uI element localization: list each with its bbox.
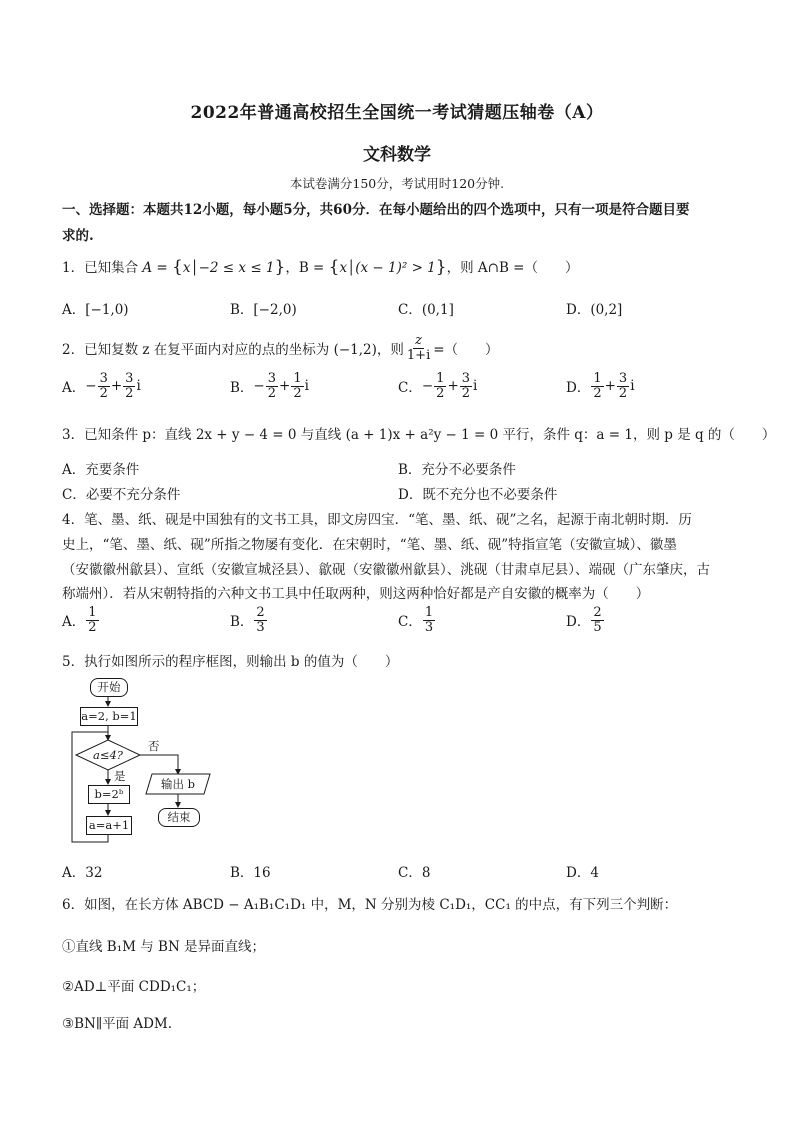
flow-yes-label: 是: [114, 769, 126, 783]
flowchart: [60, 672, 240, 852]
question-1: 1．已知集合 A = {x│−2 ≤ x ≤ 1}，B = {x│(x − 1)² > 1}，则 A∩B =（ ）: [62, 257, 579, 277]
flow-no-label: 否: [148, 739, 160, 753]
question-1-number: 1．: [62, 260, 85, 276]
exam-note: 本试卷满分150分，考试用时120分钟.: [289, 176, 505, 191]
q3-option-a: A．充要条件: [62, 462, 140, 478]
flow-output: 输出 b: [160, 777, 196, 791]
question-4-line4: 称端州）．若从宋朝特指的六种文书工具中任取两种，则这两种恰好都是产自安徽的概率为（ ）: [62, 586, 650, 602]
fraction: $\frac{1}{3}$: [424, 605, 434, 635]
q4-option-a: A． $\frac{1}{2}$: [62, 605, 97, 635]
fraction: $\frac{2}{3}$: [256, 605, 265, 635]
subject-title: 文科数学: [363, 145, 431, 165]
question-5: 5．执行如图所示的程序框图，则输出 b 的值为（ ）: [62, 654, 399, 670]
q5-option-c: C．8: [398, 865, 431, 881]
exam-title: 2022年普通高校招生全国统一考试猜题压轴卷（A）: [190, 103, 604, 123]
fraction: $\frac{2}{5}$: [593, 605, 602, 635]
q2-option-b: B． − $\frac{3}{2}$ + $\frac{1}{2}$ i: [230, 371, 309, 401]
flow-start: 开始: [90, 678, 128, 697]
q3-option-c: C．必要不充分条件: [62, 487, 181, 503]
q3-option-d: D．既不充分也不必要条件: [398, 487, 558, 503]
flow-init: a=2, b=1: [80, 707, 138, 726]
question-2-number: 2．: [62, 342, 85, 359]
q1-option-b: B．[−2,0): [230, 302, 297, 318]
set-a-symbol: A: [142, 260, 153, 276]
q6-statement-2: ②AD⊥平面 CDD₁C₁；: [62, 979, 206, 995]
q1-option-a: A．[−1,0): [62, 302, 129, 318]
q5-option-a: A．32: [62, 865, 103, 881]
fraction: $\frac{3}{2}$: [618, 371, 628, 401]
q1-option-d: D．(0,2]: [566, 302, 623, 318]
set-a-body: x│−2 ≤ x ≤ 1: [182, 260, 275, 276]
question-6: 6．如图，在长方体 ABCD − A₁B₁C₁D₁ 中，M，N 分别为棱 C₁D₁，CC₁ 的中点，有下列三个判断：: [62, 897, 678, 913]
question-2-text: 已知复数 z 在复平面内对应的点的坐标为 (−1,2)，则: [84, 342, 404, 359]
question-1-tail: ，则 A∩B =（ ）: [446, 260, 579, 276]
flow-increment: a=a+1: [86, 816, 132, 835]
fraction: $\frac{3}{2}$: [267, 371, 277, 401]
q1-option-c: C．(0,1]: [398, 302, 454, 318]
question-1-lead: 已知集合: [84, 260, 139, 276]
q2-option-c: C． − $\frac{1}{2}$ + $\frac{3}{2}$ i: [398, 371, 478, 401]
section-heading-line2: 求的.: [62, 228, 94, 244]
flow-condition: a≤4?: [93, 748, 123, 762]
fraction: $\frac{1}{2}$: [293, 371, 302, 401]
q4-option-d: D． $\frac{2}{5}$: [566, 605, 602, 635]
question-4-line1: 4．笔、墨、纸、砚是中国独有的文书工具，即文房四宝．“笔、墨、纸、砚”之名，起源于南北朝时期．历: [62, 512, 692, 528]
question-4-line3: （安徽徽州歙县）、宣纸（安徽宣城泾县）、歙砚（安徽徽州歙县）、洮砚（甘肃卓尼县）、端砚（广东肇庆，古: [62, 562, 710, 578]
flow-end: 结束: [158, 808, 200, 827]
set-b-body: x│(x − 1)² > 1: [339, 260, 436, 276]
q5-option-b: B．16: [230, 865, 271, 881]
set-b-lead: ，B =: [285, 260, 325, 276]
q4-option-c: C． $\frac{1}{3}$: [398, 605, 434, 635]
fraction: $\frac{1}{2}$: [88, 605, 97, 635]
q5-option-d: D．4: [566, 865, 599, 881]
fraction: $\frac{3}{2}$: [461, 371, 471, 401]
fraction: $\frac{3}{2}$: [125, 371, 134, 401]
fraction: $\frac{1}{2}$: [436, 371, 445, 401]
q6-statement-1: ①直线 B₁M 与 BN 是异面直线；: [62, 939, 266, 955]
section-heading-line1: 一、选择题：本题共12小题，每小题5分，共60分．在每小题给出的四个选项中，只有一项是符合题目要: [62, 202, 690, 218]
fraction: $\frac{1}{2}$: [593, 371, 602, 401]
question-4-line2: 史上，“笔、墨、纸、砚”所指之物屡有变化．在宋朝时，“笔、墨、纸、砚”特指宣笔（安徽宣城）、徽墨: [62, 537, 677, 553]
q3-option-b: B．充分不必要条件: [398, 462, 516, 478]
q6-statement-3: ③BN∥平面 ADM.: [62, 1016, 173, 1032]
question-3: 3．已知条件 p：直线 2x + y − 4 = 0 与直线 (a + 1)x + a²y − 1 = 0 平行，条件 q：a = 1，则 p 是 q 的（ ）: [62, 427, 776, 443]
question-2-tail: =（ ）: [433, 342, 499, 359]
q2-option-a: A． − $\frac{3}{2}$ + $\frac{3}{2}$ i: [62, 371, 141, 401]
question-2: [62, 334, 499, 362]
question-2-fraction: $\frac{z}{1+i}$: [406, 333, 431, 363]
flow-assign: b=2ᵇ: [88, 785, 130, 804]
q2-option-d: D． $\frac{1}{2}$ + $\frac{3}{2}$ i: [566, 371, 635, 401]
fraction: $\frac{3}{2}$: [99, 371, 108, 401]
q4-option-b: B． $\frac{2}{3}$: [230, 605, 265, 635]
